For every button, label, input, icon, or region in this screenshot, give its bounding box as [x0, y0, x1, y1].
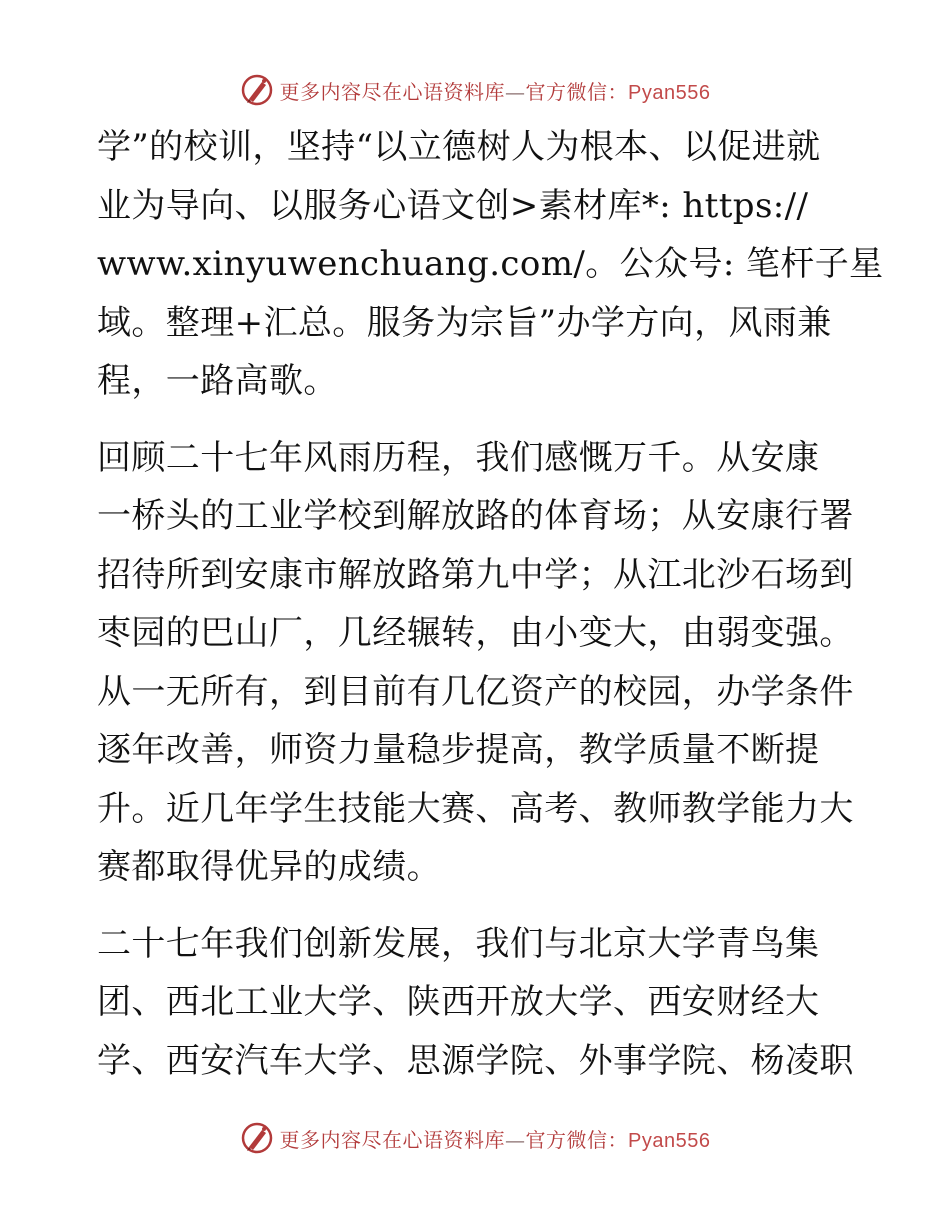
text-line: 逐年改善，师资力量稳步提高，教学质量不断提: [97, 730, 820, 770]
text-line: 业为导向、以服务心语文创>素材库*: https://: [97, 185, 809, 226]
page-footer: [0, 1118, 950, 1158]
text-line: 赛都取得优异的成绩。: [97, 847, 441, 887]
pen-logo-icon: [240, 1121, 274, 1155]
header-banner: [280, 76, 711, 105]
text-line: 域。整理+汇总。服务为宗旨”办学方向，风雨兼: [97, 302, 832, 343]
text-line: 招待所到安康市解放路第九中学；从江北沙石场到: [97, 554, 854, 595]
header-wechat-id: Pyan556: [628, 81, 711, 104]
page-header: [0, 70, 950, 110]
text-line: 团、西北工业大学、陕西开放大学、西安财经大: [97, 982, 820, 1022]
text-line: 回顾二十七年风雨历程，我们感慨万千。从安康: [97, 437, 820, 478]
footer-wechat-label: 官方微信：: [525, 1127, 629, 1152]
text-line: 二十七年我们创新发展，我们与北京大学青鸟集: [97, 923, 820, 964]
footer-site-text: 更多内容尽在心语资料库: [279, 1127, 506, 1152]
text-line: 枣园的巴山厂，几经辗转，由小变大，由弱变强。: [97, 613, 854, 653]
text-line: 学、西安汽车大学、思源学院、外事学院、杨凌职: [97, 1040, 854, 1081]
pen-logo-icon: [240, 73, 274, 107]
text-line: 程，一路高歌。: [97, 361, 338, 401]
paragraph-1: [97, 118, 884, 411]
header-separator: —: [505, 79, 526, 104]
header-wechat-label: 官方微信：: [525, 79, 629, 104]
paragraph-spacer: [97, 411, 857, 429]
footer-wechat-id: Pyan556: [628, 1129, 711, 1152]
text-line: 学”的校训，坚持“以立德树人为根本、以促进就: [97, 127, 821, 167]
footer-separator: —: [505, 1127, 526, 1152]
paragraph-2: [97, 429, 857, 897]
document-body: [97, 118, 884, 1090]
paragraph-3: [97, 915, 857, 1091]
text-line: 升。近几年学生技能大赛、高考、教师教学能力大: [97, 788, 854, 829]
text-line: www.xinyuwenchuang.com/。公众号: 笔杆子星: [97, 244, 884, 284]
text-line: 从一无所有，到目前有几亿资产的校园，办学条件: [97, 671, 854, 712]
paragraph-spacer: [97, 897, 857, 915]
footer-banner: [280, 1124, 711, 1153]
header-site-text: 更多内容尽在心语资料库: [279, 79, 506, 104]
text-line: 一桥头的工业学校到解放路的体育场；从安康行署: [97, 496, 854, 536]
